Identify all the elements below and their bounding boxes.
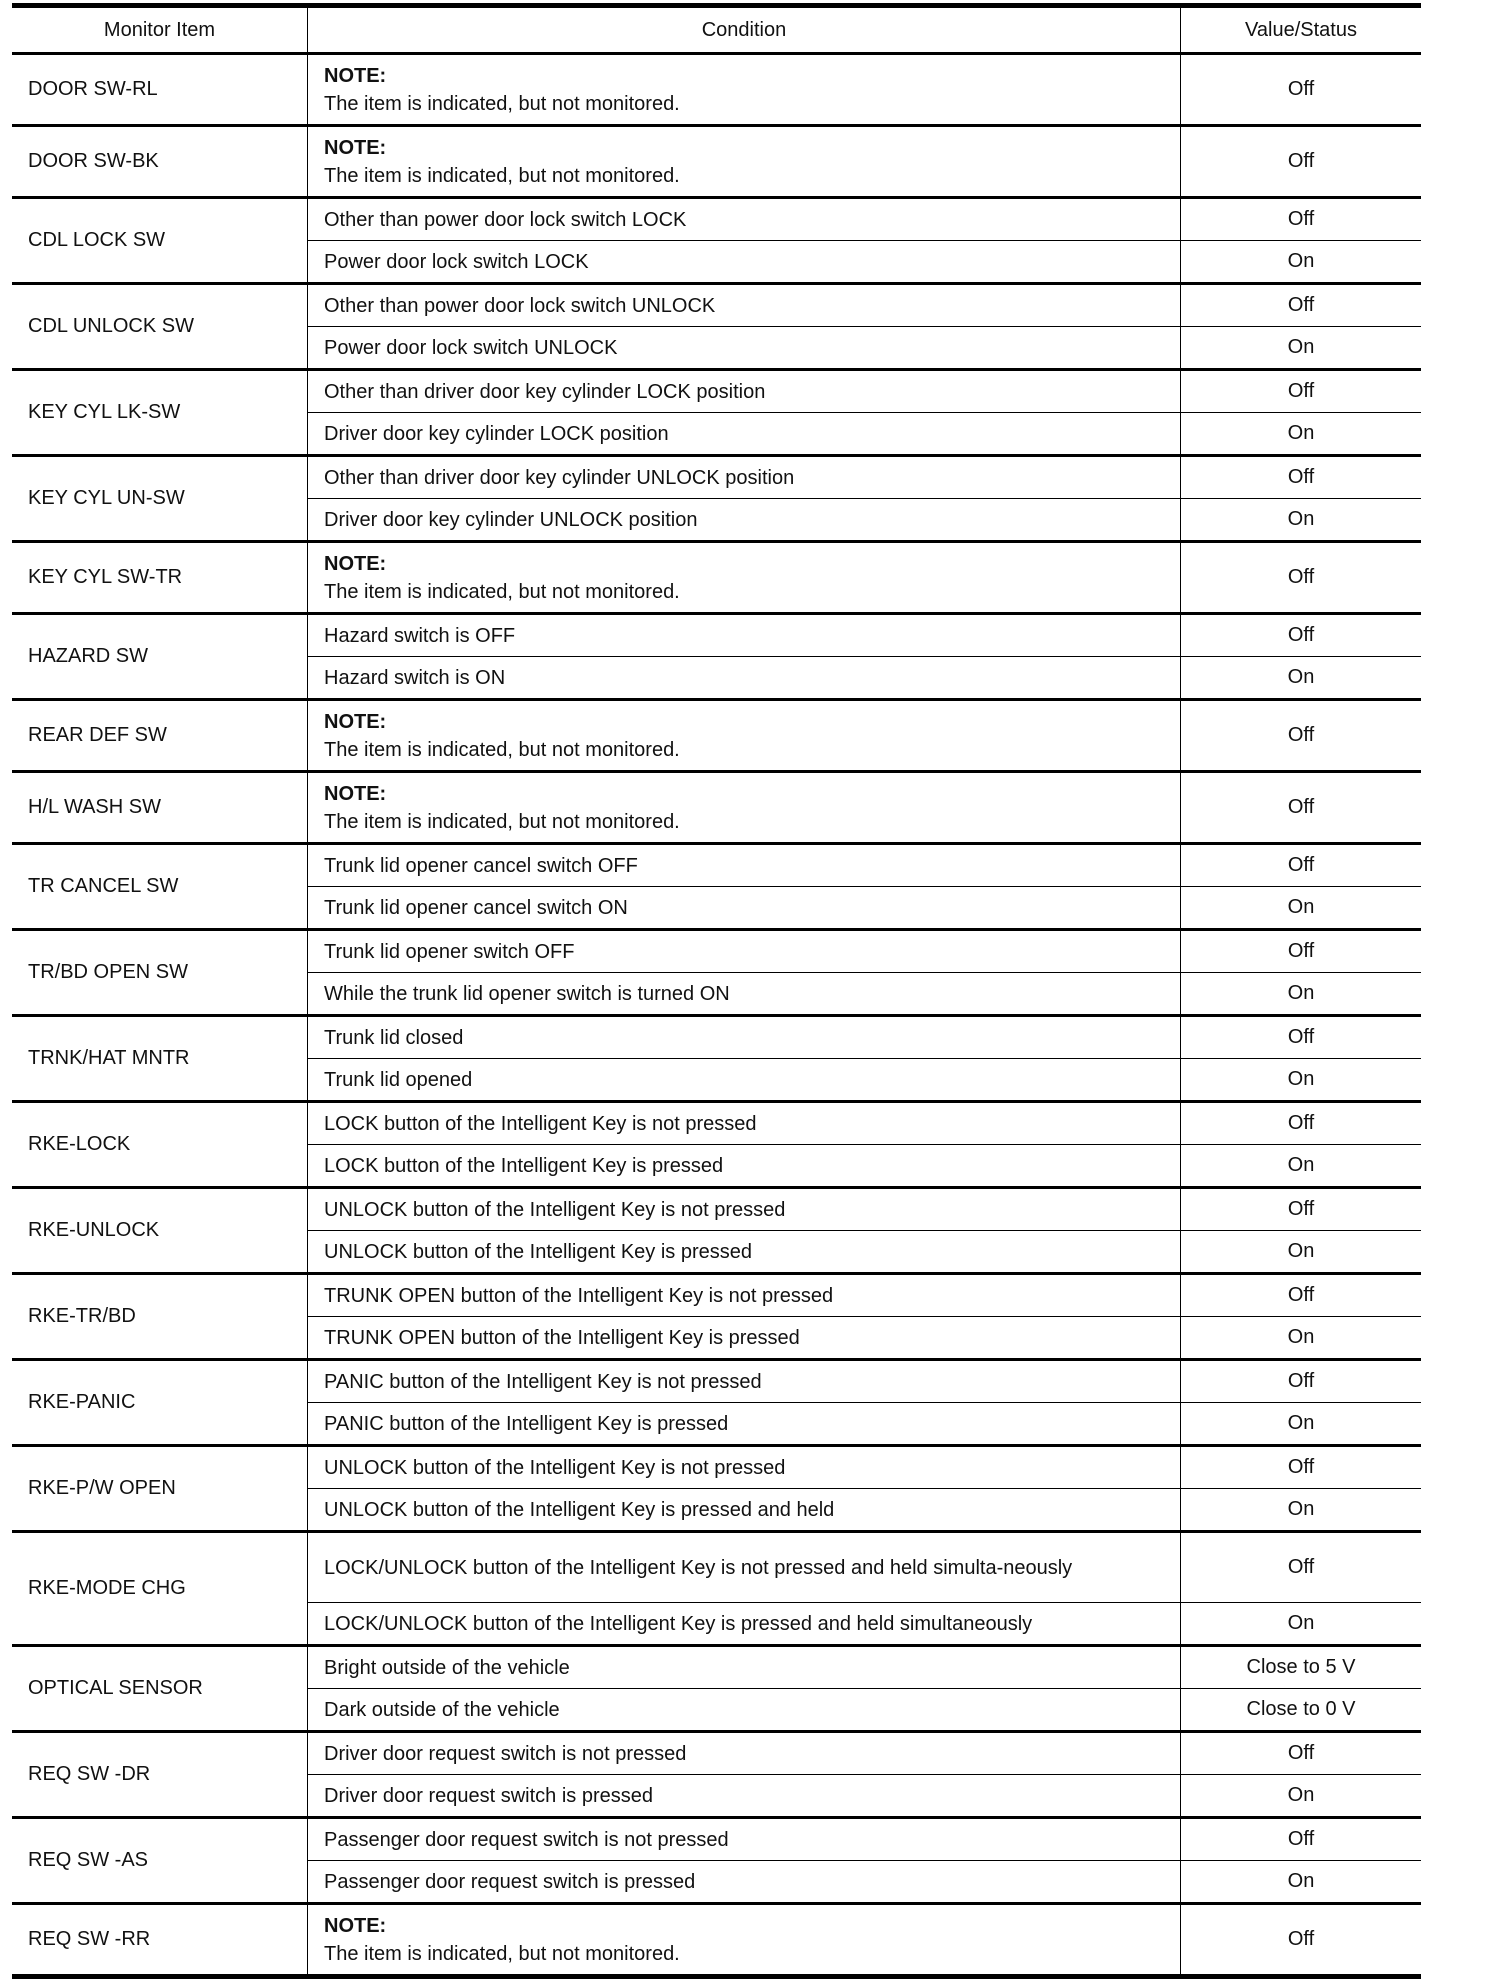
monitor-item-name: REQ SW -RR [12, 1904, 308, 1977]
value-status-cell: Off [1181, 1732, 1422, 1775]
condition-cell [308, 930, 1181, 973]
condition-cell [308, 1403, 1181, 1446]
condition-cell [308, 614, 1181, 657]
condition-cell [308, 700, 1181, 772]
table-row [12, 1188, 1421, 1231]
value-status-cell: On [1181, 1489, 1422, 1532]
condition-cell [308, 1059, 1181, 1102]
table-row [12, 614, 1421, 657]
condition-text: Passenger door request switch is pressed [324, 1870, 696, 1893]
value-status-cell: On [1181, 1403, 1422, 1446]
monitor-item-name: HAZARD SW [12, 614, 308, 700]
condition-cell [308, 241, 1181, 284]
condition-text: Power door lock switch UNLOCK [324, 336, 618, 359]
condition-text: LOCK button of the Intelligent Key is not pressed [324, 1112, 757, 1135]
monitor-item-name: KEY CYL UN-SW [12, 456, 308, 542]
condition-cell [308, 657, 1181, 700]
condition-text: UNLOCK button of the Intelligent Key is pressed and held [324, 1498, 835, 1521]
value-status-cell: Off [1181, 1360, 1422, 1403]
condition-text: Trunk lid opened [324, 1068, 473, 1091]
condition-text: The item is indicated, but not monitored. [324, 580, 680, 603]
monitor-item-name: OPTICAL SENSOR [12, 1646, 308, 1732]
condition-text: Trunk lid opener cancel switch OFF [324, 854, 638, 877]
condition-text: Trunk lid opener switch OFF [324, 940, 575, 963]
monitor-item-name: CDL UNLOCK SW [12, 284, 308, 370]
table-row [12, 1904, 1421, 1977]
value-status-cell: Off [1181, 614, 1422, 657]
value-status-cell: Off [1181, 930, 1422, 973]
value-status-cell: Off [1181, 1102, 1422, 1145]
condition-text: Other than driver door key cylinder UNLOCK position [324, 466, 795, 489]
table-row [12, 1102, 1421, 1145]
condition-text: Hazard switch is OFF [324, 624, 516, 647]
condition-text: Power door lock switch LOCK [324, 250, 589, 273]
condition-text: The item is indicated, but not monitored. [324, 810, 680, 833]
value-status-cell: Off [1181, 284, 1422, 327]
condition-text: The item is indicated, but not monitored. [324, 738, 680, 761]
value-status-cell: Close to 5 V [1181, 1646, 1422, 1689]
monitor-item-name: CDL LOCK SW [12, 198, 308, 284]
note-label: NOTE: [324, 64, 387, 87]
table-row [12, 1646, 1421, 1689]
table-row [12, 1732, 1421, 1775]
note-label: NOTE: [324, 710, 387, 733]
condition-text: Other than driver door key cylinder LOCK position [324, 380, 766, 403]
condition-cell [308, 1532, 1181, 1603]
monitor-item-name: RKE-LOCK [12, 1102, 308, 1188]
condition-cell [308, 1861, 1181, 1904]
monitor-item-name: DOOR SW-RL [12, 54, 308, 126]
value-status-cell: On [1181, 1231, 1422, 1274]
condition-cell [308, 327, 1181, 370]
value-status-cell: Off [1181, 844, 1422, 887]
value-status-cell: On [1181, 1317, 1422, 1360]
condition-text: Driver door request switch is pressed [324, 1784, 654, 1807]
monitor-item-name: RKE-TR/BD [12, 1274, 308, 1360]
value-status-cell: Off [1181, 700, 1422, 772]
condition-cell [308, 499, 1181, 542]
header-condition: Condition [308, 6, 1181, 54]
condition-text: UNLOCK button of the Intelligent Key is not pressed [324, 1198, 786, 1221]
condition-text: Driver door request switch is not pressed [324, 1742, 687, 1765]
monitor-item-name: TR CANCEL SW [12, 844, 308, 930]
condition-cell [308, 1603, 1181, 1646]
monitor-item-name: KEY CYL LK-SW [12, 370, 308, 456]
condition-cell [308, 973, 1181, 1016]
monitor-item-name: RKE-UNLOCK [12, 1188, 308, 1274]
value-status-cell: Off [1181, 1904, 1422, 1977]
header-value-status: Value/Status [1181, 6, 1422, 54]
value-status-cell: On [1181, 1861, 1422, 1904]
condition-text: PANIC button of the Intelligent Key is not pressed [324, 1370, 762, 1393]
value-status-cell: Off [1181, 1446, 1422, 1489]
monitor-item-table [12, 3, 1421, 1979]
value-status-cell: Off [1181, 1532, 1422, 1603]
condition-cell [308, 1689, 1181, 1732]
value-status-cell: On [1181, 327, 1422, 370]
condition-text: LOCK/UNLOCK button of the Intelligent Key is not pressed and held simulta-neously [324, 1556, 1073, 1579]
table-row [12, 1360, 1421, 1403]
monitor-item-name: RKE-MODE CHG [12, 1532, 308, 1646]
condition-text: While the trunk lid opener switch is turned ON [324, 982, 730, 1005]
condition-text: The item is indicated, but not monitored. [324, 92, 680, 115]
value-status-cell: On [1181, 1775, 1422, 1818]
condition-cell [308, 1360, 1181, 1403]
table-row [12, 844, 1421, 887]
condition-cell [308, 126, 1181, 198]
condition-cell [308, 1274, 1181, 1317]
table-row [12, 284, 1421, 327]
table-row [12, 1532, 1421, 1603]
condition-text: TRUNK OPEN button of the Intelligent Key is not pressed [324, 1284, 834, 1307]
condition-cell [308, 1317, 1181, 1360]
value-status-cell: Off [1181, 772, 1422, 844]
value-status-cell: Off [1181, 126, 1422, 198]
value-status-cell: On [1181, 499, 1422, 542]
condition-text: Other than power door lock switch LOCK [324, 208, 687, 231]
value-status-cell: On [1181, 973, 1422, 1016]
condition-text: The item is indicated, but not monitored. [324, 1942, 680, 1965]
condition-cell [308, 1446, 1181, 1489]
table-row [12, 1016, 1421, 1059]
value-status-cell: On [1181, 1059, 1422, 1102]
value-status-cell: Off [1181, 1818, 1422, 1861]
condition-text: Other than power door lock switch UNLOCK [324, 294, 716, 317]
table-row [12, 1818, 1421, 1861]
monitor-item-name: REQ SW -DR [12, 1732, 308, 1818]
value-status-cell: On [1181, 1603, 1422, 1646]
condition-text: Driver door key cylinder UNLOCK position [324, 508, 698, 531]
condition-cell [308, 54, 1181, 126]
monitor-item-name: KEY CYL SW-TR [12, 542, 308, 614]
monitor-item-name: H/L WASH SW [12, 772, 308, 844]
table-row [12, 772, 1421, 844]
condition-cell [308, 887, 1181, 930]
condition-text: Bright outside of the vehicle [324, 1656, 570, 1679]
condition-cell [308, 1818, 1181, 1861]
value-status-cell: Off [1181, 1188, 1422, 1231]
condition-cell [308, 413, 1181, 456]
table-body [12, 54, 1421, 1977]
value-status-cell: Off [1181, 456, 1422, 499]
table-row [12, 1274, 1421, 1317]
value-status-cell: On [1181, 657, 1422, 700]
monitor-item-name: TRNK/HAT MNTR [12, 1016, 308, 1102]
condition-text: LOCK button of the Intelligent Key is pressed [324, 1154, 724, 1177]
condition-text: Dark outside of the vehicle [324, 1698, 560, 1721]
value-status-cell: Off [1181, 1274, 1422, 1317]
note-label: NOTE: [324, 782, 387, 805]
note-label: NOTE: [324, 136, 387, 159]
condition-text: Driver door key cylinder LOCK position [324, 422, 669, 445]
condition-text: Trunk lid closed [324, 1026, 464, 1049]
condition-text: The item is indicated, but not monitored. [324, 164, 680, 187]
monitor-item-name: TR/BD OPEN SW [12, 930, 308, 1016]
condition-text: Hazard switch is ON [324, 666, 506, 689]
value-status-cell: Off [1181, 54, 1422, 126]
condition-cell [308, 1904, 1181, 1977]
condition-text: Trunk lid opener cancel switch ON [324, 896, 628, 919]
monitor-item-name: RKE-P/W OPEN [12, 1446, 308, 1532]
table-row [12, 370, 1421, 413]
value-status-cell: On [1181, 241, 1422, 284]
condition-cell [308, 198, 1181, 241]
value-status-cell: On [1181, 887, 1422, 930]
note-label: NOTE: [324, 1914, 387, 1937]
monitor-item-name: RKE-PANIC [12, 1360, 308, 1446]
condition-cell [308, 542, 1181, 614]
condition-text: UNLOCK button of the Intelligent Key is pressed [324, 1240, 753, 1263]
monitor-item-name: DOOR SW-BK [12, 126, 308, 198]
value-status-cell: Off [1181, 542, 1422, 614]
condition-cell [308, 1145, 1181, 1188]
condition-cell [308, 1102, 1181, 1145]
value-status-cell: Off [1181, 1016, 1422, 1059]
condition-cell [308, 1775, 1181, 1818]
condition-text: UNLOCK button of the Intelligent Key is not pressed [324, 1456, 786, 1479]
condition-cell [308, 772, 1181, 844]
monitor-item-name: REAR DEF SW [12, 700, 308, 772]
table-row [12, 930, 1421, 973]
table-row [12, 54, 1421, 126]
value-status-cell: Off [1181, 198, 1422, 241]
note-label: NOTE: [324, 552, 387, 575]
condition-cell [308, 1016, 1181, 1059]
condition-cell [308, 1732, 1181, 1775]
table-row [12, 700, 1421, 772]
condition-cell [308, 284, 1181, 327]
table-row [12, 126, 1421, 198]
condition-text: PANIC button of the Intelligent Key is pressed [324, 1412, 729, 1435]
condition-cell [308, 456, 1181, 499]
condition-cell [308, 844, 1181, 887]
monitor-item-name: REQ SW -AS [12, 1818, 308, 1904]
table-row [12, 1446, 1421, 1489]
table-row [12, 198, 1421, 241]
header-monitor-item: Monitor Item [12, 6, 308, 54]
value-status-cell: Close to 0 V [1181, 1689, 1422, 1732]
condition-text: Passenger door request switch is not pressed [324, 1828, 729, 1851]
condition-text: LOCK/UNLOCK button of the Intelligent Key is pressed and held simultaneously [324, 1612, 1033, 1635]
table-header [12, 6, 1421, 54]
table-row [12, 542, 1421, 614]
value-status-cell: Off [1181, 370, 1422, 413]
value-status-cell: On [1181, 413, 1422, 456]
value-status-cell: On [1181, 1145, 1422, 1188]
condition-cell [308, 1646, 1181, 1689]
condition-cell [308, 1231, 1181, 1274]
condition-cell [308, 370, 1181, 413]
table-row [12, 456, 1421, 499]
condition-cell [308, 1188, 1181, 1231]
condition-cell [308, 1489, 1181, 1532]
condition-text: TRUNK OPEN button of the Intelligent Key is pressed [324, 1326, 800, 1349]
